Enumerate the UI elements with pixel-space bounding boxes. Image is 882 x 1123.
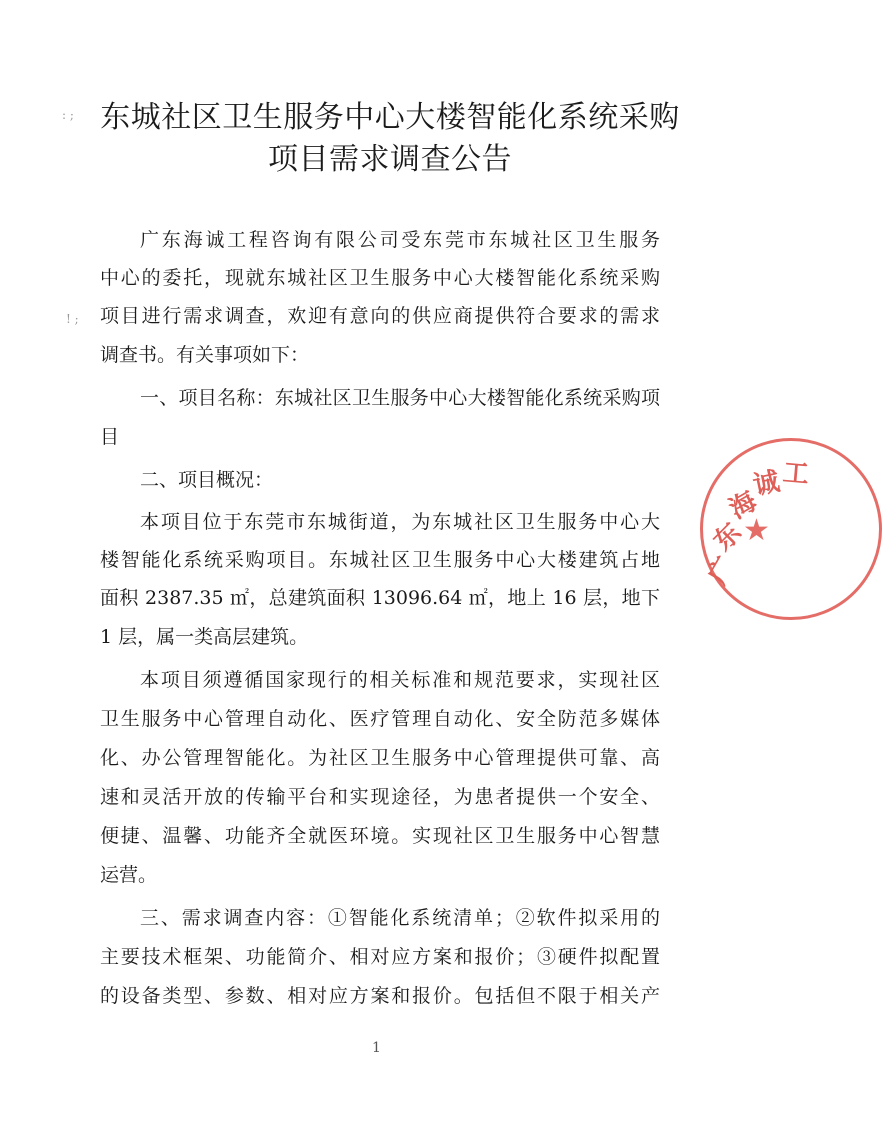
- body-line: 速和灵活开放的传输平台和实现途径，为患者提供一个安全、: [100, 786, 660, 808]
- body-line: 中心的委托，现就东城社区卫生服务中心大楼智能化系统采购: [100, 267, 660, 289]
- body-line: 三、需求调查内容：①智能化系统清单；②软件拟采用的: [140, 907, 660, 929]
- body-line: 一、项目名称：东城社区卫生服务中心大楼智能化系统采购项: [140, 387, 660, 409]
- body-line: 调查书。有关事项如下：: [100, 344, 310, 366]
- document-title-line-2: 项目需求调查公告: [268, 142, 512, 177]
- body-line: 主要技术框架、功能简介、相对应方案和报价；③硬件拟配置: [100, 946, 660, 968]
- binding-mark: ! ;: [66, 312, 79, 326]
- body-line: 本项目位于东莞市东城街道，为东城社区卫生服务中心大: [140, 511, 660, 533]
- page-number: 1: [372, 1040, 381, 1056]
- body-line: 便捷、温馨、功能齐全就医环境。实现社区卫生服务中心智慧: [100, 825, 660, 847]
- stamp-star-icon: ★: [743, 513, 770, 548]
- body-line: 楼智能化系统采购项目。东城社区卫生服务中心大楼建筑占地: [100, 549, 660, 571]
- company-seal-stamp: 广 东 海 诚 工 ★: [700, 438, 882, 620]
- binding-mark: : ;: [62, 108, 74, 122]
- section-heading: 二、项目概况：: [140, 469, 274, 491]
- body-line: 运营。: [100, 864, 158, 886]
- body-line: 卫生服务中心管理自动化、医疗管理自动化、安全防范多媒体: [100, 708, 660, 730]
- document-title-line-1: 东城社区卫生服务中心大楼智能化系统采购: [100, 100, 680, 135]
- body-line: 广东海诚工程咨询有限公司受东莞市东城社区卫生服务: [140, 229, 660, 251]
- body-line: 1 层，属一类高层建筑。: [100, 626, 309, 648]
- body-line: 面积 2387.35 ㎡，总建筑面积 13096.64 ㎡，地上 16 层，地下: [100, 587, 660, 609]
- body-line: 化、办公管理智能化。为社区卫生服务中心管理提供可靠、高: [100, 747, 660, 769]
- body-line: 本项目须遵循国家现行的相关标准和规范要求，实现社区: [140, 669, 660, 691]
- body-line: 目: [100, 426, 120, 448]
- body-line: 的设备类型、参数、相对应方案和报价。包括但不限于相关产: [100, 985, 660, 1007]
- body-line: 项目进行需求调查，欢迎有意向的供应商提供符合要求的需求: [100, 305, 660, 327]
